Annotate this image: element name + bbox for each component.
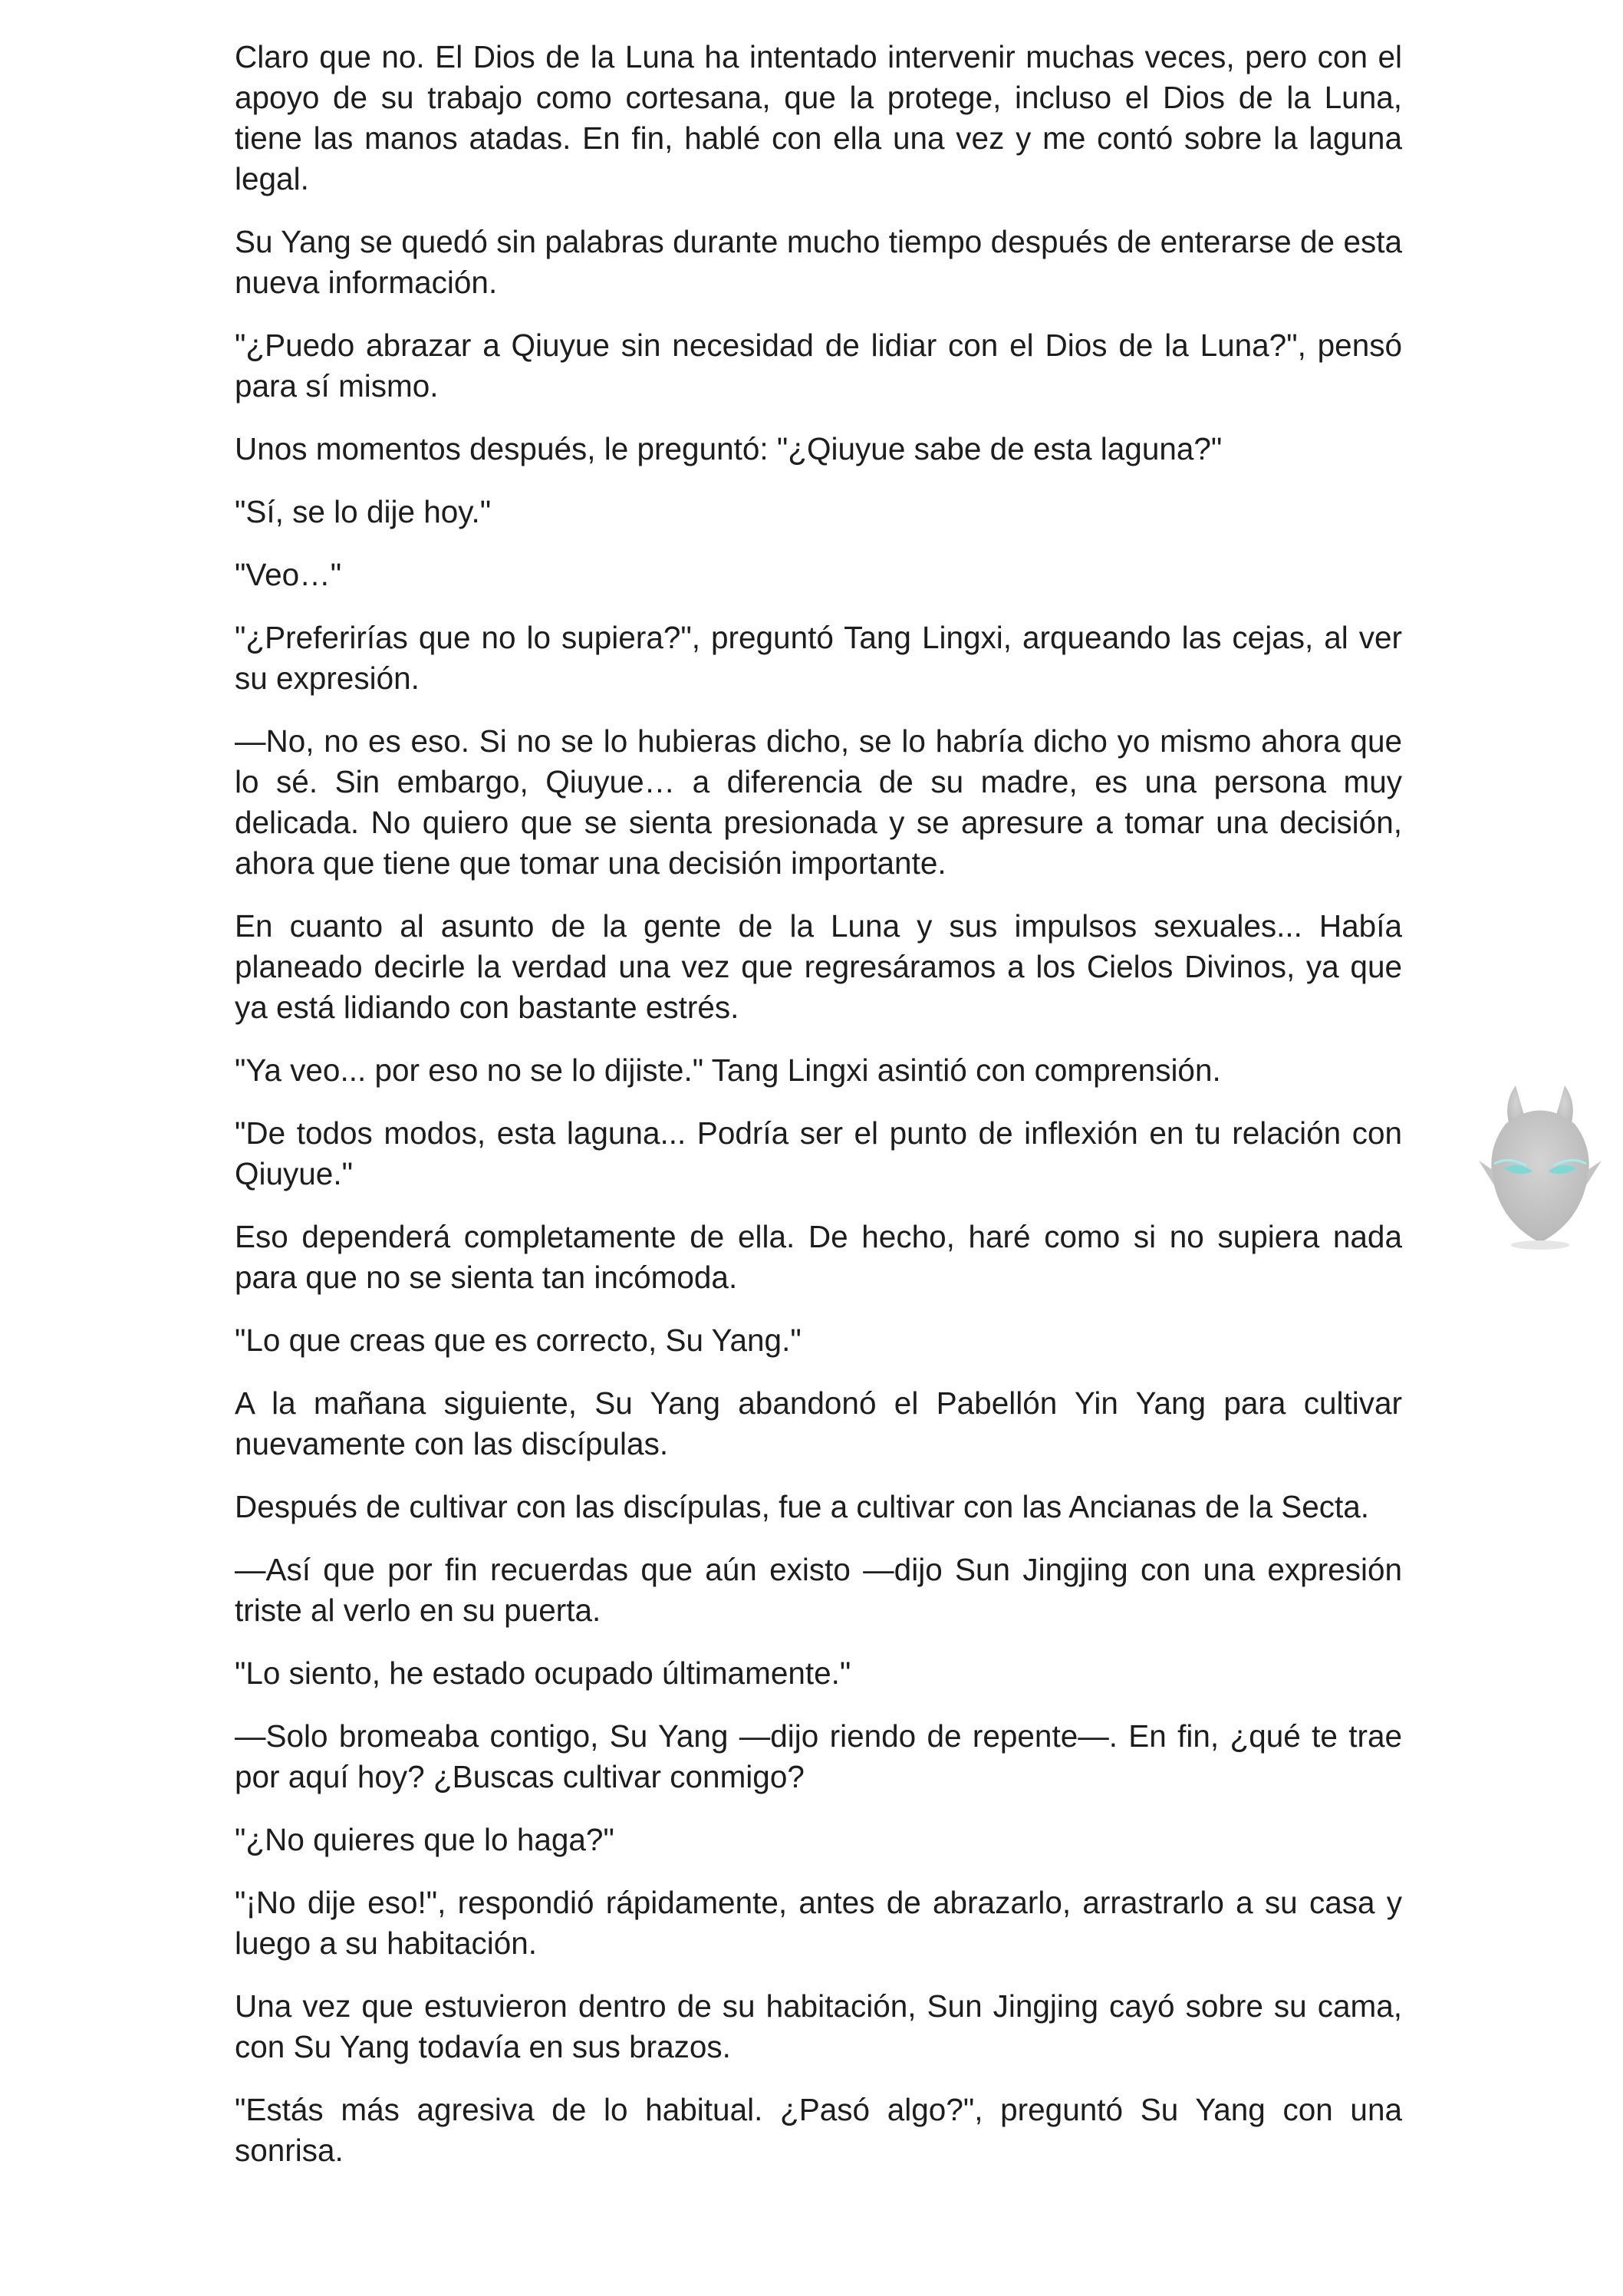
paragraph: "¿Puedo abrazar a Qiuyue sin necesidad de lidiar con el Dios de la Luna?", pensó para sí mismo.: [235, 328, 1402, 404]
paragraph: A la mañana siguiente, Su Yang abandonó el Pabellón Yin Yang para cultivar nuevamente con las discípulas.: [235, 1385, 1402, 1461]
paragraph: "Veo…": [235, 557, 342, 592]
paragraph: —Así que por fin recuerdas que aún existo —dijo Sun Jingjing con una expresión triste al verlo en su puerta.: [235, 1552, 1402, 1628]
paragraph: —No, no es eso. Si no se lo hubieras dicho, se lo habría dicho yo mismo ahora que lo sé. Sin embargo, Qiuyue… a diferencia de su madre, es una persona muy delicada. No quiero que se sienta presionada y se apresure a tomar una decisión, ahora que tiene que tomar una decisión importante.: [235, 723, 1402, 881]
paragraph: Su Yang se quedó sin palabras durante mucho tiempo después de enterarse de esta nueva información.: [235, 224, 1402, 300]
paragraph: Unos momentos después, le preguntó: "¿Qiuyue sabe de esta laguna?": [235, 431, 1223, 466]
paragraph: "Ya veo... por eso no se lo dijiste." Tang Lingxi asintió con comprensión.: [235, 1052, 1221, 1088]
paragraph: "De todos modos, esta laguna... Podría ser el punto de inflexión en tu relación con Qiuyue.": [235, 1115, 1402, 1191]
paragraph: —Solo bromeaba contigo, Su Yang —dijo riendo de repente—. En fin, ¿qué te trae por aquí hoy? ¿Buscas cultivar conmigo?: [235, 1718, 1402, 1794]
paragraph: "¡No dije eso!", respondió rápidamente, antes de abrazarlo, arrastrarlo a su casa y luego a su habitación.: [235, 1885, 1402, 1961]
paragraph: "Sí, se lo dije hoy.": [235, 494, 492, 529]
paragraph: Eso dependerá completamente de ella. De hecho, haré como si no supiera nada para que no se sienta tan incómoda.: [235, 1219, 1402, 1295]
paragraph: Después de cultivar con las discípulas, fue a cultivar con las Ancianas de la Secta.: [235, 1489, 1370, 1524]
paragraph: "¿Preferirías que no lo supiera?", preguntó Tang Lingxi, arqueando las cejas, al ver su expresión.: [235, 620, 1402, 696]
document-body: [235, 37, 1402, 2193]
paragraph: Una vez que estuvieron dentro de su habitación, Sun Jingjing cayó sobre su cama, con Su Yang todavía en sus brazos.: [235, 1988, 1402, 2064]
paragraph: "¿No quieres que lo haga?": [235, 1822, 614, 1857]
demon-head-icon: [1471, 1070, 1609, 1254]
paragraph: "Estás más agresiva de lo habitual. ¿Pasó algo?", preguntó Su Yang con una sonrisa.: [235, 2092, 1402, 2168]
paragraph: "Lo que creas que es correcto, Su Yang.": [235, 1323, 802, 1358]
paragraph: "Lo siento, he estado ocupado últimamente.": [235, 1655, 851, 1691]
paragraph: En cuanto al asunto de la gente de la Luna y sus impulsos sexuales... Había planeado decirle la verdad una vez que regresáramos a los Cielos Divinos, ya que ya está lidiando con bastante estrés.: [235, 908, 1402, 1025]
watermark-logo: [1471, 1070, 1609, 1254]
paragraph: Claro que no. El Dios de la Luna ha intentado intervenir muchas veces, pero con el apoyo de su trabajo como cortesana, que la protege, incluso el Dios de la Luna, tiene las manos atadas. En fin, hablé con ella una vez y me contó sobre la laguna legal.: [235, 39, 1402, 196]
